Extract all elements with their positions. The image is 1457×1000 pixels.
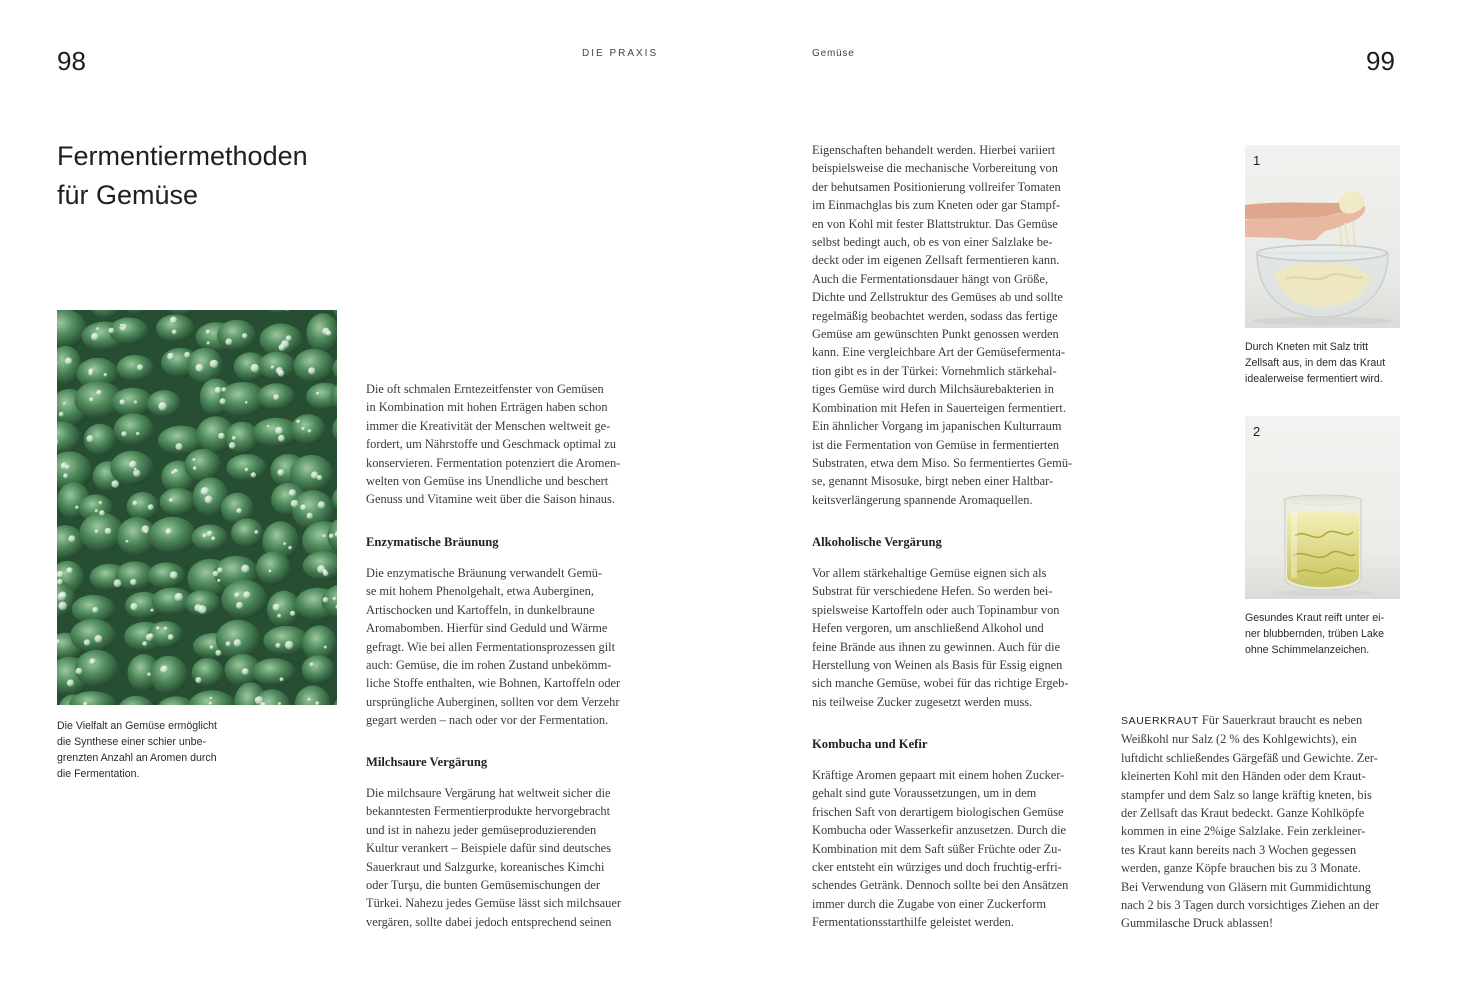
text-line: regelmäßig beobachtet werden, sodass das fertige bbox=[812, 308, 1058, 323]
text-line: Die milchsaure Vergärung hat weltweit sicher die bbox=[366, 786, 611, 800]
text-line: nis teilweise Zucker zugesetzt werden muss. bbox=[812, 694, 1033, 709]
text-line: welten von Gemüse ins Unendliche und beschert bbox=[366, 474, 609, 489]
text-line: keitsverlängerung spannende Aromaquellen. bbox=[812, 492, 1033, 507]
text-line: Genuss und Vitamine weit über die Saison hinaus. bbox=[366, 492, 615, 507]
caption-line: die Fermentation. bbox=[57, 768, 140, 780]
chapter-title bbox=[57, 137, 377, 215]
text-line bbox=[1121, 711, 1379, 730]
text-line: Kombination mit dem Saft süßer Früchte oder Zu- bbox=[812, 841, 1062, 856]
kneading-photo bbox=[1245, 145, 1400, 328]
text-line: deckt oder im eigenen Zellsaft fermentieren kann. bbox=[812, 253, 1060, 268]
caption-line: idealerweise fermentiert wird. bbox=[1245, 373, 1383, 385]
right-running-head: Gemüse bbox=[812, 48, 855, 59]
text-line: tes Kraut kann bereits nach 3 Wochen gegessen bbox=[1121, 842, 1357, 857]
text-line: schendes Getränk. Dennoch sollte bei den Ansätzen bbox=[812, 878, 1069, 893]
text-line: frischen Saft von derartigem biologischen Gemüse bbox=[812, 804, 1064, 819]
text-line: oder Turşu, die bunten Gemüsemischungen der bbox=[366, 878, 601, 893]
kale-photo bbox=[57, 310, 337, 705]
text-line: Substrat für verschiedene Hefen. So werden bei- bbox=[812, 584, 1053, 599]
text-line: Gummilasche Druck ablassen! bbox=[1121, 916, 1274, 931]
text-line: Ein ähnlicher Vorgang im japanischen Kulturraum bbox=[812, 419, 1062, 434]
section-heading-kombucha-kefir: Kombucha und Kefir bbox=[812, 737, 928, 751]
photo2-caption bbox=[1245, 610, 1384, 658]
text-line: se, genannt Misosuke, birgt neben einer Haltbar- bbox=[812, 474, 1054, 489]
text-line: se mit hohem Phenolgehalt, etwa Auberginen, bbox=[366, 584, 594, 599]
section-heading-alcoholic-fermentation: Alkoholische Vergärung bbox=[812, 535, 942, 549]
text-line: Gemüse am gewünschten Punkt genossen werden bbox=[812, 327, 1059, 342]
text-line: Kombination mit Hefen in Sauerteigen fermentiert. bbox=[812, 400, 1066, 415]
text-line: werden, ganze Köpfe brauchen bis zu 3 Monate. bbox=[1121, 861, 1361, 876]
text-line: fordert, um Nährstoffe und Geschmack optimal zu bbox=[366, 437, 616, 452]
text-line: sich manche Gemüse, wobei für das richtige Ergeb- bbox=[812, 676, 1069, 691]
intro-paragraph bbox=[366, 380, 620, 509]
text-line: tion gibt es in der Türkei: Vornehmlich stärkehal- bbox=[812, 363, 1057, 378]
text-line: spielsweise Kartoffeln oder auch Topinambur von bbox=[812, 602, 1060, 617]
text-line: feine Brände aus ihnen zu gewinnen. Auch für die bbox=[812, 639, 1061, 654]
sauerkraut-jar-illustration bbox=[1245, 416, 1400, 599]
text-line: vergären, sollte dabei jedoch entsprechend seinen bbox=[366, 914, 612, 929]
right-page-number: 99 bbox=[1366, 46, 1395, 76]
text-line: Die oft schmalen Erntezeitfenster von Gemüsen bbox=[366, 382, 604, 396]
hands-bowl-illustration bbox=[1245, 145, 1400, 328]
left-running-head: DIE PRAXIS bbox=[582, 48, 659, 59]
text-line: Herstellung von Weinen als Basis für Essig eignen bbox=[812, 658, 1063, 673]
text-line: der behutsamen Positionierung vollreifer Tomaten bbox=[812, 179, 1061, 194]
sauerkraut-paragraph bbox=[1121, 711, 1379, 933]
text-line: Aromabomben. Hierfür sind Geduld und Wärme bbox=[366, 621, 608, 636]
text-line: Kräftige Aromen gepaart mit einem hohen Zucker- bbox=[812, 768, 1065, 782]
text-line: Türkei. Nahezu jedes Gemüse lässt sich milchsauer bbox=[366, 896, 621, 911]
paragraph-enzymatic-browning bbox=[366, 564, 620, 730]
text-line: Die enzymatische Bräunung verwandelt Gemü- bbox=[366, 566, 603, 580]
title-line: Fermentiermethoden bbox=[57, 141, 308, 171]
sauerkraut-label: SAUERKRAUT bbox=[1121, 715, 1199, 727]
text-line: Sauerkraut und Salzgurke, koreanisches Kimchi bbox=[366, 859, 605, 874]
text-line: Artischocken und Kartoffeln, in dunkelbraune bbox=[366, 602, 595, 617]
text-line: tiges Gemüse wird durch Milchsäurebakterien in bbox=[812, 382, 1054, 397]
text-line: Fermentationsstarthilfe geleistet werden. bbox=[812, 915, 1014, 930]
photo2-number: 2 bbox=[1253, 424, 1261, 439]
title-line: für Gemüse bbox=[57, 180, 199, 210]
paragraph-alcoholic-fermentation bbox=[812, 564, 1068, 711]
text-line: Dichte und Zellstruktur des Gemüses ab und sollte bbox=[812, 290, 1063, 305]
text-line: ursprüngliche Auberginen, sollten vor dem Verzehr bbox=[366, 694, 620, 709]
text-line: Bei Verwendung von Gläsern mit Gummidichtung bbox=[1121, 879, 1371, 894]
caption-line: Durch Kneten mit Salz tritt bbox=[1245, 341, 1369, 353]
kale-caption bbox=[57, 718, 217, 782]
caption-line: Gesundes Kraut reift unter ei- bbox=[1245, 612, 1384, 624]
text-line: bekanntesten Fermentierprodukte hervorgebracht bbox=[366, 804, 611, 819]
text-line: konservieren. Fermentation potenziert die Aromen- bbox=[366, 455, 621, 470]
text-line: immer durch die Zugabe von einer Zuckerform bbox=[812, 896, 1046, 911]
text-line: cker entsteht ein würziges und doch fruchtig-erfri- bbox=[812, 860, 1062, 875]
text-line: beispielsweise die mechanische Vorbereitung von bbox=[812, 161, 1058, 176]
text-line: kann. Eine vergleichbare Art der Gemüsefermenta- bbox=[812, 345, 1065, 360]
text-line: Weißkohl nur Salz (2 % des Kohlgewichts), ein bbox=[1121, 732, 1357, 747]
text-line: en von Kohl mit fester Blattstruktur. Das Gemüse bbox=[812, 216, 1058, 231]
text-line: und ist in nahezu jeder gemüseproduzierenden bbox=[366, 822, 597, 837]
photo1-caption bbox=[1245, 339, 1385, 387]
section-heading-lactic-fermentation: Milchsaure Vergärung bbox=[366, 755, 488, 769]
text-line: nach 2 bis 3 Tagen durch vorsichtiges Ziehen an der bbox=[1121, 898, 1379, 913]
caption-line: Zellsaft aus, in dem das Kraut bbox=[1245, 357, 1386, 369]
photo1-number: 1 bbox=[1253, 153, 1261, 168]
caption-line: grenzten Anzahl an Aromen durch bbox=[57, 752, 217, 764]
first-line-text: Für Sauerkraut braucht es neben bbox=[1198, 713, 1363, 727]
kale-leaves-illustration bbox=[57, 310, 337, 705]
text-line: ist die Fermentation von Gemüse in fermentierten bbox=[812, 437, 1060, 452]
text-line: liche Stoffe enthalten, wie Bohnen, Kartoffeln oder bbox=[366, 676, 621, 691]
text-line: Kultur verankert – Beispiele dafür sind deutsches bbox=[366, 841, 611, 856]
text-line: Kombucha oder Wasserkefir anzusetzen. Durch die bbox=[812, 823, 1067, 838]
text-line: Eigenschaften behandelt werden. Hierbei variiert bbox=[812, 143, 1056, 157]
text-line: Vor allem stärkehaltige Gemüse eignen sich als bbox=[812, 566, 1047, 580]
text-line: auch: Gemüse, die im rohen Zustand unbekömm- bbox=[366, 658, 612, 673]
paragraph-kombucha-kefir bbox=[812, 766, 1068, 932]
caption-line: ner blubbernden, trüben Lake bbox=[1245, 628, 1385, 640]
text-line: luftdicht schließendes Gärgefäß und Gewichte. Zer- bbox=[1121, 750, 1378, 765]
text-line: der Zellsaft das Kraut bedeckt. Ganze Kohlköpfe bbox=[1121, 806, 1365, 821]
text-line: im Einmachglas bis zum Kneten oder gar Stampf- bbox=[812, 198, 1061, 213]
caption-line: Die Vielfalt an Gemüse ermöglicht bbox=[57, 720, 217, 732]
text-line: Hefen vergoren, um anschließend Alkohol und bbox=[812, 621, 1044, 636]
text-line: immer die Kreativität der Menschen weltweit ge- bbox=[366, 418, 611, 433]
text-line: selbst bedingt auch, ob es von einer Salzlake be- bbox=[812, 235, 1053, 250]
text-line: stampfer und dem Salz so lange kräftig kneten, bis bbox=[1121, 787, 1372, 802]
left-page-number: 98 bbox=[57, 46, 86, 76]
paragraph-lactic-fermentation bbox=[366, 784, 621, 931]
text-line: kleinerten Kohl mit den Händen oder dem Kraut- bbox=[1121, 769, 1366, 784]
paragraph-continued bbox=[812, 141, 1072, 509]
text-line: Substraten, etwa dem Miso. So fermentiertes Gemü- bbox=[812, 455, 1073, 470]
caption-line: ohne Schimmelanzeichen. bbox=[1245, 644, 1370, 656]
caption-line: die Synthese einer schier unbe- bbox=[57, 736, 206, 748]
text-line: Auch die Fermentationsdauer hängt von Größe, bbox=[812, 271, 1049, 286]
section-heading-enzymatic-browning: Enzymatische Bräunung bbox=[366, 535, 499, 549]
text-line: gegart werden – nach oder vor der Fermentation. bbox=[366, 713, 609, 728]
text-line: gehalt sind gute Voraussetzungen, um in dem bbox=[812, 786, 1037, 801]
jar-photo bbox=[1245, 416, 1400, 599]
text-line: in Kombination mit hohen Erträgen haben schon bbox=[366, 400, 608, 415]
text-line: kommen in eine 2%ige Salzlake. Fein zerkleiner- bbox=[1121, 824, 1366, 839]
text-line: gefragt. Wie bei allen Fermentationsprozessen gilt bbox=[366, 639, 616, 654]
